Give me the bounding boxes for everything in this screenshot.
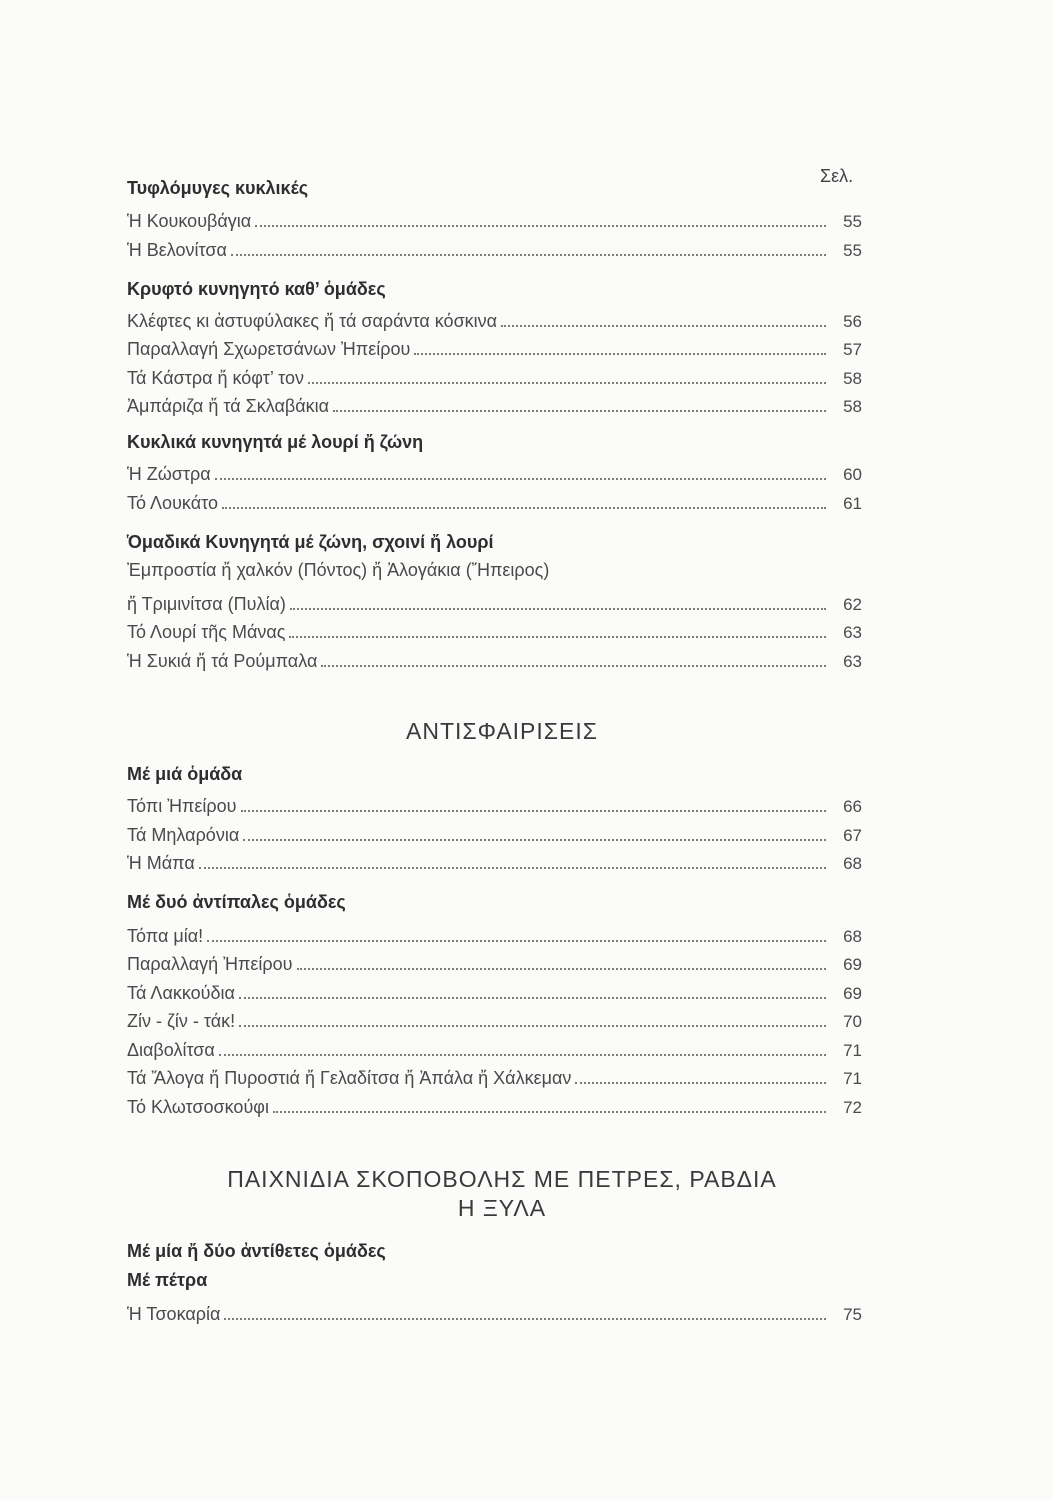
dot-leader [501,305,826,327]
toc-entry[interactable] [127,333,862,359]
toc-entry-page: 62 [843,595,862,614]
toc-entry-page: 58 [843,369,862,388]
toc-entry-first-line[interactable]: Ἐμπροστία ἤ χαλκόν (Πόντος) ἤ Ἀλογάκια (Ἤπειρος) [127,560,550,580]
chapter-title-skopovolis-line2: Η ΞΥΛΑ [457,1195,547,1221]
section-heading-omadika: Ὁμαδικά Κυνηγητά μέ ζώνη, σχοινί ἤ λουρί [127,532,494,552]
toc-entry-title: Τά Λακκούδια [127,983,235,1003]
toc-entry[interactable] [127,205,862,231]
dot-leader [321,645,826,667]
toc-entry[interactable] [127,790,862,816]
toc-entry[interactable] [127,362,862,388]
toc-entry-page: 61 [843,494,862,513]
dot-leader [575,1062,826,1084]
toc-entry-page: 67 [843,826,862,845]
toc-entry[interactable] [127,1034,862,1060]
dot-leader [290,588,826,610]
toc-entry-page: 68 [843,927,862,946]
toc-entry-page: 57 [843,340,862,359]
toc-entry-title: Τόπι Ἠπείρου [127,796,237,816]
dot-leader [215,458,826,480]
section-heading-one-team: Μέ μιά ὁμάδα [127,764,243,784]
toc-entry-title: Ἀμπάριζα ἤ τά Σκλαβάκια [127,396,330,416]
toc-entry-title: Τόπα μία! [127,926,204,946]
toc-entry-title: Τό Λουρί τῆς Μάνας [127,622,286,642]
page-column-label: Σελ. [820,166,854,186]
dot-leader [241,790,827,812]
dot-leader [308,362,826,384]
toc-entry[interactable] [127,1091,862,1117]
toc-entry-page: 63 [843,652,862,671]
dot-leader [239,977,826,999]
toc-entry[interactable] [127,847,862,873]
dot-leader [224,1298,826,1320]
toc-entry-title: Παραλλαγή Ἠπείρου [127,954,293,974]
toc-entry-page: 66 [843,797,862,816]
section-heading-two-teams: Μέ δυό ἀντίπαλες ὁμάδες [127,892,346,912]
toc-entry-page: 56 [843,312,862,331]
section-heading-kyklika: Κυκλικά κυνηγητά μέ λουρί ἤ ζώνη [127,432,424,452]
toc-entry-page: 63 [843,623,862,642]
toc-entry[interactable] [127,1298,862,1324]
toc-entry[interactable] [127,458,862,484]
section-heading-kryfto: Κρυφτό κυνηγητό καθ’ ὁμάδες [127,279,386,299]
toc-entry[interactable] [127,819,862,845]
toc-entry-title: Τό Κλωτσοσκούφι [127,1097,269,1117]
dot-leader [222,487,826,509]
chapter-title-antisfairiseis: ΑΝΤΙΣΦΑΙΡΙΣΕΙΣ [406,718,598,744]
toc-entry-title: Ἡ Τσοκαρία [127,1304,221,1324]
dot-leader [219,1034,826,1056]
chapter-title-skopovolis-line1: ΠΑΙΧΝΙΔΙΑ ΣΚΟΠΟΒΟΛΗΣ ΜΕ ΠΕΤΡΕΣ, ΡΑΒΔΙΑ [227,1166,777,1192]
toc-entry-page: 69 [843,955,862,974]
toc-entry[interactable] [127,1005,862,1031]
toc-entry-title: Τά Κάστρα ἤ κόφτ’ τον [127,368,305,388]
toc-entry-title: Τό Λουκάτο [127,493,218,513]
toc-entry-title: Ἡ Βελονίτσα [127,240,227,260]
toc-entry-title: Ἡ Μάπα [127,853,195,873]
toc-entry-page: 72 [843,1098,862,1117]
toc-entry-page: 71 [843,1041,862,1060]
toc-entry-title: Ἡ Ζώστρα [127,464,211,484]
toc-entry-title: Ἡ Συκιά ἤ τά Ρούμπαλα [127,651,318,671]
dot-leader [297,948,827,970]
toc-entry[interactable] [127,920,862,946]
dot-leader [239,1005,826,1027]
toc-entry-title: Κλέφτες κι ἀστυφύλακες ἤ τά σαράντα κόσκινα [127,311,498,331]
toc-entry-title: Ζίν - ζίν - τάκ! [127,1011,236,1031]
section-heading-tyflomyges: Τυφλόμυγες κυκλικές [127,178,309,198]
dot-leader [231,234,826,256]
toc-entry-page: 71 [843,1069,862,1088]
toc-entry-title: Διαβολίτσα [127,1040,215,1060]
toc-entry-title: Παραλλαγή Σχωρετσάνων Ἠπείρου [127,339,411,359]
dot-leader [199,847,826,869]
toc-entry-title: ἤ Τριμινίτσα (Πυλία) [127,594,286,614]
section-heading-one-or-two-teams: Μέ μία ἤ δύο ἀντίθετες ὁμάδες [127,1241,386,1261]
toc-entry[interactable] [127,977,862,1003]
toc-entry[interactable] [127,487,862,513]
dot-leader [273,1091,826,1113]
toc-entry-page: 60 [843,465,862,484]
dot-leader [333,390,826,412]
section-heading-stone: Μέ πέτρα [127,1270,208,1290]
toc-entry[interactable] [127,616,862,642]
toc-entry[interactable] [127,645,862,671]
dot-leader [414,333,826,355]
toc-entry-title: Ἡ Κουκουβάγια [127,211,252,231]
toc-entry-page: 68 [843,854,862,873]
toc-entry[interactable] [127,305,862,331]
toc-entry-page: 69 [843,984,862,1003]
dot-leader [243,819,826,841]
toc-entry-page: 58 [843,397,862,416]
toc-entry-title: Τά Μηλαρόνια [127,825,240,845]
toc-entry[interactable] [127,234,862,260]
toc-entry[interactable] [127,948,862,974]
dot-leader [207,920,826,942]
toc-entry-title: Τά Ἄλογα ἤ Πυροστιά ἤ Γελαδίτσα ἤ Ἀπάλα ἤ Χάλκεμαν [127,1068,572,1088]
toc-entry-page: 55 [843,241,862,260]
toc-entry-page: 75 [843,1305,862,1324]
dot-leader [289,616,826,638]
toc-entry[interactable] [127,1062,862,1088]
toc-entry[interactable] [127,588,862,614]
toc-entry-page: 55 [843,212,862,231]
toc-entry-page: 70 [843,1012,862,1031]
dot-leader [255,205,826,227]
toc-entry[interactable] [127,390,862,416]
